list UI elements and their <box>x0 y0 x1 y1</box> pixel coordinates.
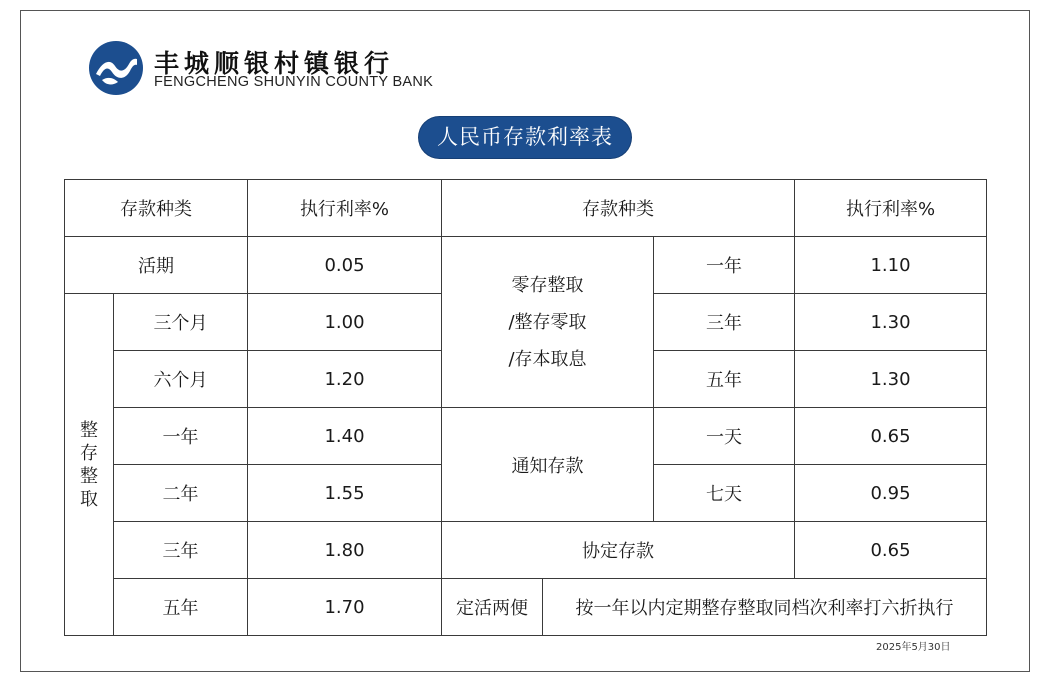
fixed-label-char: 整 <box>80 419 98 441</box>
fixed-rate: 1.80 <box>248 522 442 579</box>
lingcun-label-line: /存本取息 <box>508 348 587 370</box>
header-right-rate: 执行利率% <box>795 180 987 237</box>
lingcun-term: 一年 <box>654 237 795 294</box>
page-title: 人民币存款利率表 <box>419 117 631 158</box>
lingcun-rate: 1.10 <box>795 237 987 294</box>
effective-date: 2025年5月30日 <box>876 642 951 653</box>
agreement-rate: 0.65 <box>795 522 987 579</box>
lingcun-rate: 1.30 <box>795 294 987 351</box>
lingcun-rate: 1.30 <box>795 351 987 408</box>
notice-term: 一天 <box>654 408 795 465</box>
header-left-rate: 执行利率% <box>248 180 442 237</box>
header-left-type: 存款种类 <box>65 180 248 237</box>
notice-term: 七天 <box>654 465 795 522</box>
table-row <box>65 579 987 636</box>
agreement-label: 协定存款 <box>442 522 795 579</box>
notice-label: 通知存款 <box>442 408 654 522</box>
lingcun-term: 三年 <box>654 294 795 351</box>
fixed-rate: 1.40 <box>248 408 442 465</box>
table-row <box>65 237 987 294</box>
fixed-rate: 1.00 <box>248 294 442 351</box>
fixed-term: 三个月 <box>114 294 248 351</box>
notice-rate: 0.65 <box>795 408 987 465</box>
bank-name-cn: 丰城顺银村镇银行 <box>154 49 395 78</box>
table-header-row <box>65 180 987 237</box>
dinghuo-label: 定活两便 <box>442 579 543 636</box>
demand-rate: 0.05 <box>248 237 442 294</box>
fixed-rate: 1.55 <box>248 465 442 522</box>
fixed-term: 一年 <box>114 408 248 465</box>
fixed-term: 二年 <box>114 465 248 522</box>
fixed-rate: 1.20 <box>248 351 442 408</box>
lingcun-label-line: /整存零取 <box>508 311 587 333</box>
fixed-label-char: 取 <box>80 488 98 510</box>
demand-label: 活期 <box>65 237 248 294</box>
lingcun-label-line: 零存整取 <box>511 274 584 296</box>
fixed-term: 三年 <box>114 522 248 579</box>
fixed-rate: 1.70 <box>248 579 442 636</box>
table-row <box>65 522 987 579</box>
lingcun-term: 五年 <box>654 351 795 408</box>
header-right-type: 存款种类 <box>442 180 795 237</box>
rate-table <box>64 179 987 636</box>
dinghuo-note: 按一年以内定期整存整取同档次利率打六折执行 <box>543 579 987 636</box>
table-row <box>65 408 987 465</box>
bank-name-en: FENGCHENG SHUNYIN COUNTY BANK <box>154 74 434 90</box>
fixed-deposit-label <box>65 294 114 636</box>
bank-logo-icon <box>88 40 144 96</box>
lingcun-label <box>442 237 654 408</box>
notice-rate: 0.95 <box>795 465 987 522</box>
fixed-term: 六个月 <box>114 351 248 408</box>
fixed-label-char: 存 <box>80 442 98 464</box>
fixed-term: 五年 <box>114 579 248 636</box>
fixed-label-char: 整 <box>80 465 98 487</box>
